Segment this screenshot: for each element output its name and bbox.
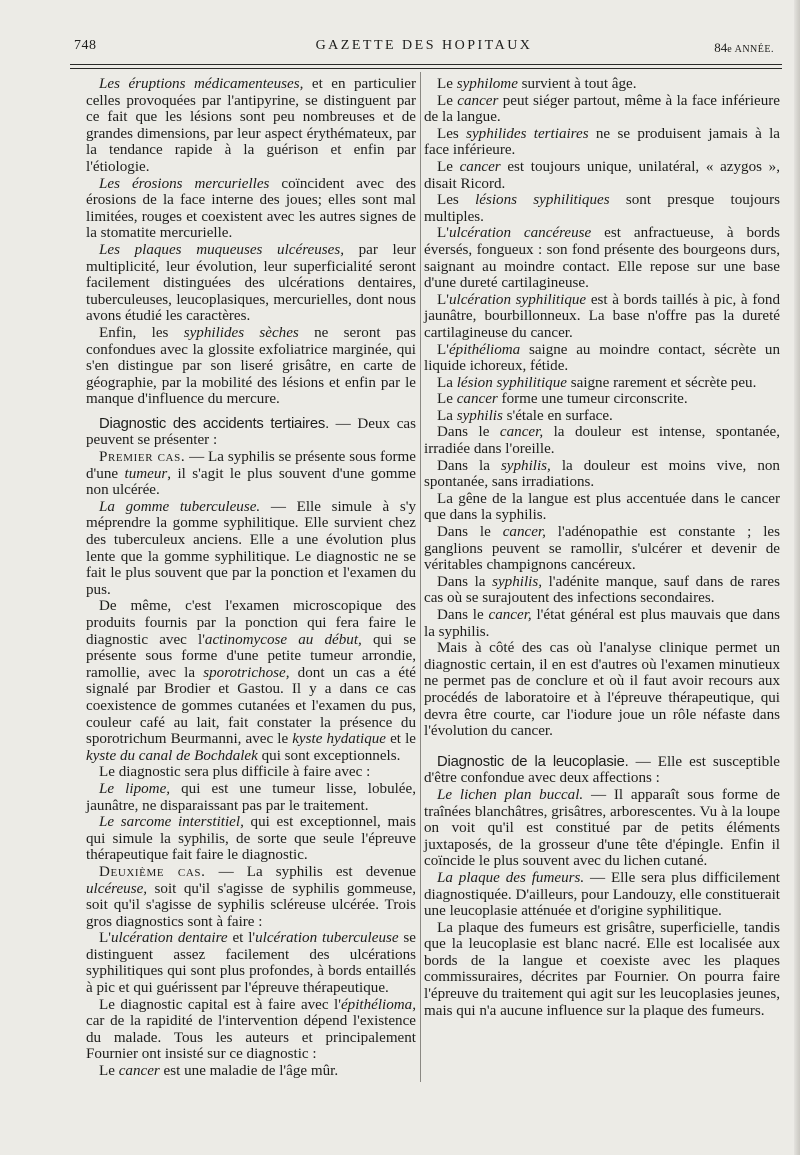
text-run: — Elle simule à s'y méprendre la gomme syphilitique. Elle survient chez des tuberculeux anciens. Elle a une évolution plus lente que la gomme syphilitique. Le diagnostic ne se fait le plus souvent que par la ponction et l'examen du pus. bbox=[86, 498, 416, 598]
right-column bbox=[424, 76, 780, 1019]
paragraph bbox=[424, 491, 780, 524]
small-caps-run: Deuxième cas. bbox=[99, 863, 206, 880]
text-run: — La syphilis se présente sous forme d'une bbox=[86, 449, 416, 482]
text-run: et le bbox=[386, 731, 416, 748]
italic-run: cancer bbox=[118, 1063, 160, 1080]
paragraph bbox=[86, 242, 416, 325]
text-run: soit qu'il s'agisse de syphilis gommeuse, soit qu'il s'agisse de syphilis scléreuse ulcérée. Trois gros diagnostics sont à faire : bbox=[86, 880, 416, 930]
paragraph bbox=[86, 781, 416, 814]
paragraph bbox=[424, 93, 780, 126]
text-run: Le bbox=[437, 92, 458, 109]
text-run: La bbox=[437, 374, 457, 391]
text-run: La bbox=[437, 407, 457, 424]
text-run: l'adénopathie est constante ; les ganglions peuvent se ramollir, s'ulcérer et devenir de véritables champignons cancéreux. bbox=[424, 524, 780, 574]
paragraph bbox=[424, 524, 780, 574]
paragraph bbox=[424, 640, 780, 740]
paragraph bbox=[86, 1063, 416, 1080]
paragraph bbox=[86, 76, 416, 176]
text-run: — La syphilis est devenue bbox=[205, 863, 416, 880]
year-label: 84e ANNÉE. bbox=[714, 40, 774, 55]
text-run: L' bbox=[437, 291, 449, 308]
text-run: Les bbox=[437, 192, 476, 209]
italic-run: ulcéreuse, bbox=[86, 880, 148, 897]
text-run: De même, c'est l'examen microscopique des produits fournis par la ponction qui fera faire le diagnostic avec l' bbox=[86, 598, 416, 648]
italic-run: ulcération dentaire bbox=[110, 930, 228, 947]
paragraph bbox=[424, 391, 780, 408]
paragraph bbox=[424, 574, 780, 607]
paragraph bbox=[424, 408, 780, 425]
section-heading-tertiaires bbox=[86, 416, 416, 449]
italic-run: syphilis, bbox=[492, 573, 543, 590]
paragraph bbox=[424, 787, 780, 870]
text-run: se distinguent assez facilement des ulcérations syphilitiques qui sont plus profondes, à bords entaillés à pic et qui guérissent par l'épreuve thérapeutique. bbox=[86, 930, 416, 997]
paragraph bbox=[424, 342, 780, 375]
italic-run: cancer bbox=[459, 158, 501, 175]
text-run: L' bbox=[437, 225, 449, 242]
italic-run: syphilides sèches bbox=[183, 324, 299, 341]
text-run: qui est une tumeur lisse, lobulée, jaunâtre, ne disparaissant pas par le traitement. bbox=[86, 780, 416, 814]
paragraph bbox=[424, 870, 780, 920]
journal-title: GAZETTE DES HOPITAUX bbox=[315, 38, 533, 53]
text-run: Le bbox=[437, 391, 457, 408]
paragraph bbox=[86, 499, 416, 599]
text-run: Dans le bbox=[437, 607, 489, 623]
heading-text: Diagnostic des accidents tertiaires. bbox=[99, 415, 330, 432]
text-run: Le diagnostic capital est à faire avec l' bbox=[99, 996, 341, 1013]
text-run: survient à tout âge. bbox=[517, 76, 637, 92]
text-run: l'adénite manque, sauf dans de rares cas où se surajoutent des infections secondaires. bbox=[424, 573, 780, 607]
text-run: — Deux cas peuvent se présenter : bbox=[86, 415, 416, 449]
italic-run: cancer bbox=[457, 92, 499, 109]
italic-run: lésions syphilitiques bbox=[475, 192, 610, 209]
text-run: la douleur est moins vive, non spontanée, sans irradiations. bbox=[424, 457, 780, 491]
italic-run: Le lipome, bbox=[99, 780, 171, 797]
paragraph bbox=[424, 76, 780, 93]
text-run: est anfractueuse, à bords éversés, fongueux : son fond présente des bourgeons durs, saignant au moindre contact. Elle repose sur une base d'une dureté cartilagineuse. bbox=[424, 225, 780, 292]
text-run: s'étale en surface. bbox=[502, 407, 613, 424]
paragraph bbox=[424, 375, 780, 392]
italic-run: syphilides tertiaires bbox=[466, 125, 589, 142]
italic-run: cancer, bbox=[502, 524, 546, 541]
text-run: Dans la bbox=[437, 457, 501, 474]
paragraph bbox=[86, 864, 416, 930]
text-run: et l' bbox=[227, 930, 256, 947]
paragraph bbox=[424, 126, 780, 159]
text-run: peut siéger partout, même à la face inférieure de la langue. bbox=[424, 92, 780, 126]
italic-run: épithélioma bbox=[448, 341, 521, 358]
text-run: sont presque toujours multiples. bbox=[424, 192, 780, 225]
italic-run: La gomme tuberculeuse. bbox=[99, 498, 261, 515]
paragraph bbox=[86, 814, 416, 864]
italic-run: Le lichen plan buccal. bbox=[437, 786, 584, 803]
text-run: qui se présente sous forme d'une petite tumeur arrondie, ramollie, avec la bbox=[86, 631, 416, 681]
paragraph bbox=[86, 997, 416, 1063]
italic-run: cancer, bbox=[499, 424, 544, 441]
text-run: Le diagnostic sera plus difficile à faire avec : bbox=[99, 764, 371, 781]
text-run: , il s'agit le plus souvent d'une gomme non ulcérée. bbox=[86, 465, 416, 499]
text-run: Dans la bbox=[437, 573, 493, 590]
italic-run: kyste du canal de Bochdalek bbox=[86, 747, 258, 764]
text-run: coïncident avec des érosions de la face interne des joues; elles sont mal limitées, rouges et coexistent avec les autres signes de la stomatite mercurielle. bbox=[86, 175, 417, 242]
text-run: Mais à côté des cas où l'analyse clinique permet un diagnostic certain, il en est d'autres où l'examen minutieux ne permet pas de conclure et où il faut avoir recours aux procédés de laboratoire et à l'épreuve thérapeutique, qui devra être courte, car l'iodure joue un rôle néfaste dans l'évolution du cancer. bbox=[424, 640, 780, 740]
text-run: forme une tumeur circonscrite. bbox=[497, 391, 688, 408]
italic-run: Les érosions mercurielles bbox=[99, 175, 270, 192]
paragraph bbox=[86, 325, 416, 408]
text-run: qui est exceptionnel, mais qui simule la syphilis, de sorte que seule l'épreuve thérapeutique fait faire le diagnostic. bbox=[86, 814, 417, 864]
paragraph bbox=[86, 930, 416, 996]
italic-run: Les éruptions médicamenteuses, bbox=[99, 76, 304, 92]
heading-text: Diagnostic de la leucoplasie. bbox=[437, 753, 629, 770]
text-run: La gêne de la langue est plus accentuée dans le cancer que dans la syphilis. bbox=[424, 490, 780, 524]
text-run: est une maladie de l'âge mûr. bbox=[159, 1063, 339, 1080]
text-run: L' bbox=[437, 341, 449, 358]
paragraph bbox=[424, 192, 780, 225]
text-run: — Il apparaît sous forme de traînées blanchâtres, grisâtres, arborescentes. Vu à la loupe on voit qu'il est constitué par de petits éléments juxtaposés, de la grosseur d'une tête d'épingle. Enfin il coïncide le plus souvent avec du lichen cutané. bbox=[424, 786, 781, 870]
italic-run: épithélioma, bbox=[340, 996, 416, 1013]
italic-run: sporotrichose, bbox=[203, 664, 290, 681]
running-header bbox=[74, 38, 774, 62]
text-run: dont un cas a été signalé par Brodier et Gastou. Il y a dans ce cas coexistence de gommes cutanées et l'examen du pus, couleur café au lait, fait constater la présence du sporotrichum Beurmanni, avec le bbox=[86, 664, 416, 748]
paragraph bbox=[86, 176, 416, 242]
column-divider bbox=[420, 72, 421, 1082]
text-run: est à bords taillés à pic, à fond jaunâtre, bourbillonneux. La base n'offre pas la dureté cartilagineuse du cancer. bbox=[424, 291, 780, 341]
italic-run: syphilis bbox=[456, 407, 503, 424]
text-run: l'état général est plus mauvais que dans la syphilis. bbox=[424, 607, 780, 640]
text-run: Dans le bbox=[437, 424, 500, 441]
text-run: Le bbox=[437, 158, 460, 175]
italic-run: ulcération syphilitique bbox=[448, 291, 587, 308]
text-run: ne se produisent jamais à la face inférieure. bbox=[424, 125, 780, 159]
text-run: par leur multiplicité, leur évolution, leur superficialité seront facilement distinguées des ulcérations dentaires, tuberculeuses, leucoplasiques, mercurielles, dont nous avons étudié les caractères. bbox=[86, 241, 416, 325]
text-run: Les bbox=[437, 125, 467, 142]
italic-run: lésion syphilitique bbox=[456, 374, 567, 391]
paragraph bbox=[424, 607, 780, 640]
italic-run: Les plaques muqueuses ulcéreuses, bbox=[99, 241, 344, 258]
header-rule-bottom bbox=[70, 68, 782, 69]
italic-run: La plaque des fumeurs. bbox=[437, 869, 585, 886]
text-run: et en particulier celles provoquées par l'antipyrine, se distinguent par ce fait que les lésions sont peu nombreuses et de grandes dimensions, par leur aspect érythémateux, par la tendance rapide à la guérison et enfin par l'étiologie. bbox=[86, 76, 416, 175]
text-run: Le bbox=[437, 76, 457, 92]
paragraph bbox=[424, 424, 780, 457]
paragraph bbox=[424, 292, 780, 342]
text-run: la douleur est intense, spontanée, irradiée dans l'oreille. bbox=[424, 424, 780, 458]
italic-run: ulcération tuberculeuse bbox=[255, 930, 399, 947]
italic-run: syphilome bbox=[456, 76, 518, 92]
italic-run: actinomycose au début, bbox=[204, 631, 362, 648]
paragraph bbox=[86, 449, 416, 499]
italic-run: cancer bbox=[456, 391, 498, 408]
paragraph bbox=[424, 159, 780, 192]
italic-run: syphilis, bbox=[500, 457, 551, 474]
section-heading-leucoplasie bbox=[424, 754, 780, 787]
text-run: — Elle est susceptible d'être confondue avec deux affections : bbox=[424, 753, 781, 787]
text-run: ne seront pas confondues avec la glossite exfoliatrice marginée, qui s'en distingue par son liseré grisâtre, en carte de géographie, par la mobilité des lésions et enfin par le manque d'influence du mercure. bbox=[86, 324, 416, 408]
page-number: 748 bbox=[74, 38, 97, 53]
italic-run: kyste hydatique bbox=[292, 731, 387, 748]
left-column bbox=[86, 76, 416, 1080]
text-run: saigne au moindre contact, sécrète un liquide ichoreux, fétide. bbox=[424, 341, 780, 375]
text-run: saigne rarement et sécrète peu. bbox=[566, 374, 757, 391]
text-run: Enfin, les bbox=[99, 324, 184, 341]
text-run: est toujours unique, unilatéral, « azygos », disait Ricord. bbox=[424, 158, 780, 192]
italic-run: ulcération cancéreuse bbox=[448, 225, 592, 242]
paragraph bbox=[424, 920, 780, 1020]
small-caps-run: Premier cas. bbox=[99, 449, 186, 466]
paragraph bbox=[424, 458, 780, 491]
italic-run: tumeur bbox=[124, 465, 168, 482]
text-run: La plaque des fumeurs est grisâtre, superficielle, tandis que la leucoplasie est blanc nacré. Elle est localisée aux bords de la langue et coexiste avec les plaques commissuraires, décrites par Fournier. On pourra faire l'épreuve du traitement qui agit sur les leucoplasies jeunes, mais qui n'a aucune influence sur la plaque des fumeurs. bbox=[424, 919, 780, 1019]
italic-run: cancer, bbox=[488, 607, 532, 623]
page-edge-shadow bbox=[794, 0, 800, 1155]
text-run: Dans le bbox=[437, 524, 503, 541]
paragraph bbox=[86, 598, 416, 764]
paragraph bbox=[86, 764, 416, 781]
text-run: — Elle sera plus difficilement diagnostiquée. D'ailleurs, pour Landouzy, elle constituerait une leucoplasie atténuée et d'origine syphilitique. bbox=[424, 869, 780, 920]
paragraph bbox=[424, 225, 780, 291]
text-run: qui sont exceptionnels. bbox=[257, 747, 401, 764]
text-run: car de la rapidité de l'intervention dépend l'existence du malade. Tous les auteurs et principalement Fournier ont insisté sur ce diagnostic : bbox=[86, 1013, 416, 1063]
header-rule-top bbox=[70, 64, 782, 65]
text-run: Le bbox=[99, 1063, 119, 1080]
italic-run: Le sarcome interstitiel, bbox=[99, 814, 244, 831]
text-run: L' bbox=[99, 930, 111, 947]
